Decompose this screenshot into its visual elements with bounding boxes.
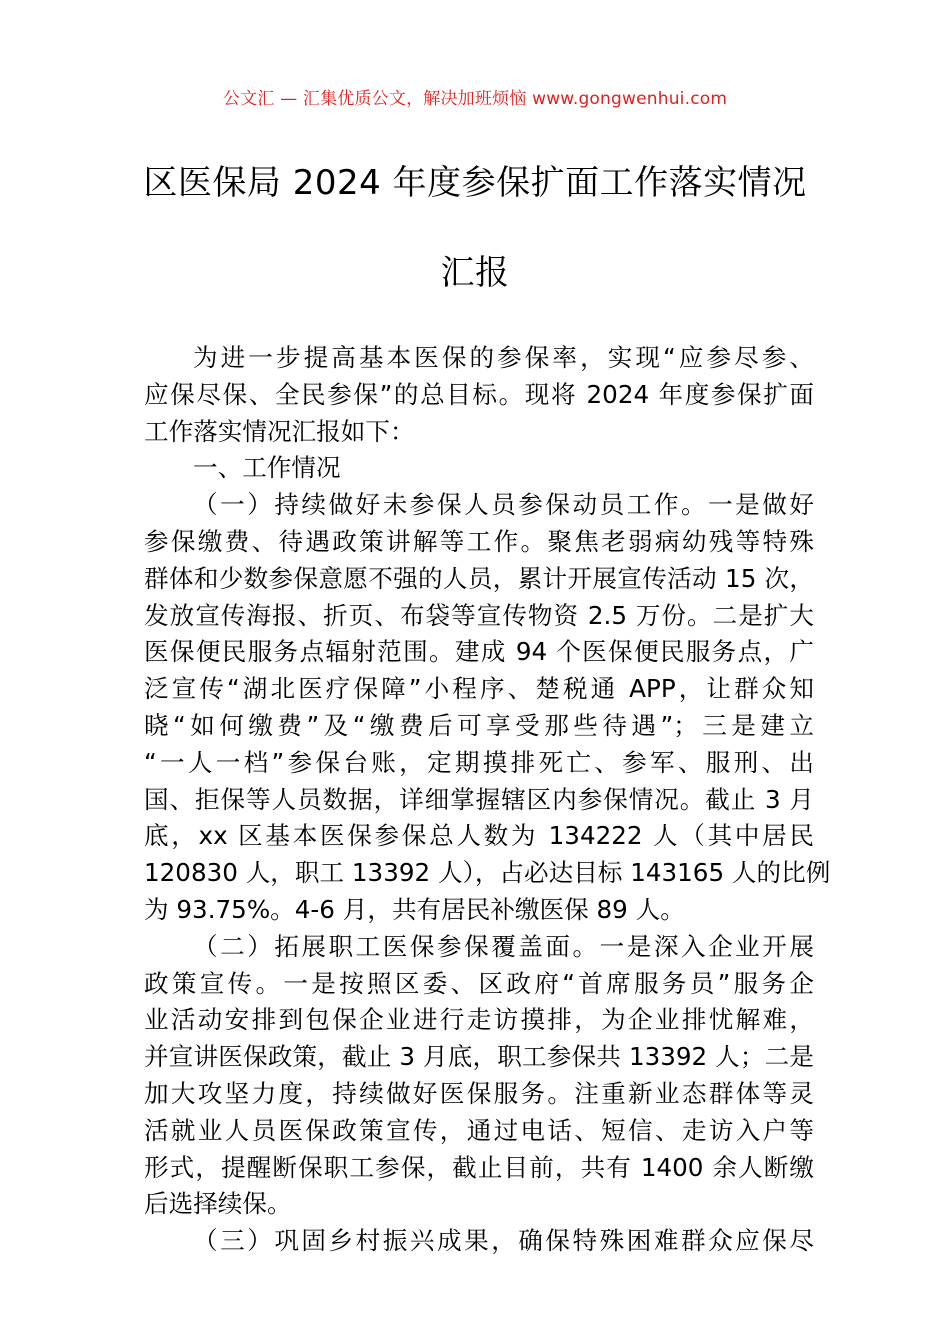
subsection-heading-line: （一）持续做好未参保人员参保动员工作。一是做好	[193, 490, 814, 520]
body-line: 为 93.75%。4-6 月，共有居民补缴医保 89 人。	[144, 894, 685, 924]
body-line: 发放宣传海报、折页、布袋等宣传物资 2.5 万份。二是扩大	[144, 600, 814, 630]
body-line: 晓“如何缴费”及“缴费后可享受那些待遇”；三是建立	[144, 710, 814, 740]
body-line: 并宣讲医保政策，截止 3 月底，职工参保共 13392 人；二是	[144, 1042, 814, 1072]
subsection-heading-line: （三）巩固乡村振兴成果，确保特殊困难群众应保尽	[193, 1226, 814, 1256]
body-line: 底，xx 区基本医保参保总人数为 134222 人（其中居民	[144, 821, 814, 851]
body-line: 工作落实情况汇报如下：	[144, 416, 415, 446]
body-line: 泛宣传“湖北医疗保障”小程序、楚税通 APP，让群众知	[144, 674, 814, 704]
body-line: 形式，提醒断保职工参保，截止目前，共有 1400 余人断缴	[144, 1152, 814, 1182]
body-line: 120830 人，职工 13392 人），占必达目标 143165 人的比例	[144, 858, 831, 888]
body-line: 医保便民服务点辐射范围。建成 94 个医保便民服务点，广	[144, 637, 814, 667]
watermark-header: 公文汇 — 汇集优质公文，解决加班烦恼 www.gongwenhui.com	[222, 89, 728, 109]
body-line: 政策宣传。一是按照区委、区政府“首席服务员”服务企	[144, 968, 814, 998]
body-line: 群体和少数参保意愿不强的人员，累计开展宣传活动 15 次，	[144, 563, 814, 593]
body-line: 后选择续保。	[144, 1189, 292, 1219]
document-title-line-2: 汇报	[440, 253, 510, 293]
body-line: “一人一档”参保台账，定期摸排死亡、参军、服刑、出	[144, 747, 814, 777]
subsection-heading-line: （二）拓展职工医保参保覆盖面。一是深入企业开展	[193, 931, 814, 961]
body-line: 国、拒保等人员数据，详细掌握辖区内参保情况。截止 3 月	[144, 784, 814, 814]
section-heading: 一、工作情况	[193, 453, 341, 483]
body-line: 加大攻坚力度，持续做好医保服务。注重新业态群体等灵	[144, 1078, 814, 1108]
document-title-line-1: 区医保局 2024 年度参保扩面工作落实情况	[143, 163, 807, 203]
body-line: 活就业人员医保政策宣传，通过电话、短信、走访入户等	[144, 1115, 814, 1145]
body-line: 参保缴费、待遇政策讲解等工作。聚焦老弱病幼残等特殊	[144, 526, 814, 556]
document-body	[144, 340, 831, 1260]
body-line: 业活动安排到包保企业进行走访摸排，为企业排忧解难，	[144, 1005, 814, 1035]
body-line: 应保尽保、全民参保”的总目标。现将 2024 年度参保扩面	[144, 379, 814, 409]
body-line: 为进一步提高基本医保的参保率，实现“应参尽参、	[193, 343, 814, 372]
